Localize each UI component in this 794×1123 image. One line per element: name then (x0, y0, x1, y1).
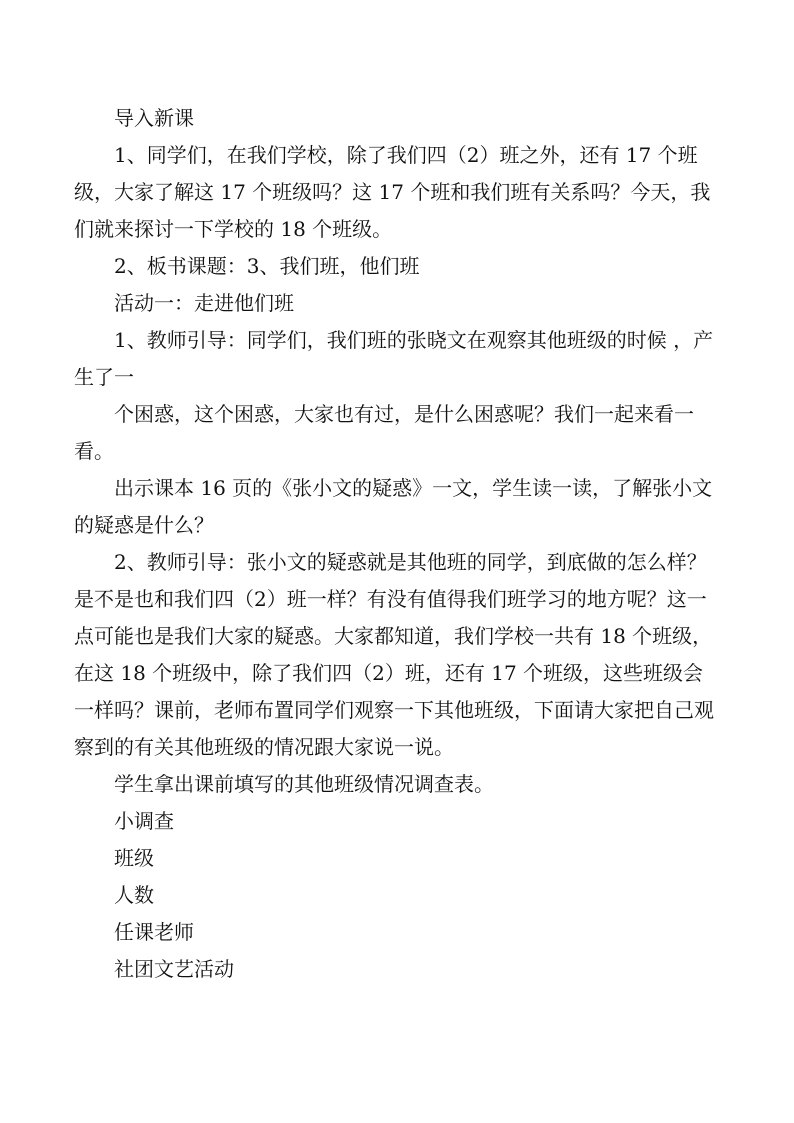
document-body (74, 100, 720, 988)
paragraph-teacher-guide-2: 2、教师引导：张小文的疑惑就是其他班的同学，到底做的怎么样？是不是也和我们四（2）班一样？有没有值得我们班学习的地方呢？这一点可能也是我们大家的疑惑。大家都知道，我们学校一共有 18 个班级，在这 18 个班级中，除了我们四（2）班，还有 17 个班级，这些班级会一样吗？课前，老师布置同学们观察一下其他班级，下面请大家把自己观察到的有关其他班级的情况跟大家说一说。 (74, 550, 714, 759)
survey-field-teachers: 任课老师 (114, 920, 194, 944)
paragraph-textbook-reading: 出示课本 16 页的《张小文的疑惑》一文，学生读一读，了解张小文的疑惑是什么？ (74, 476, 713, 537)
survey-title: 小调查 (114, 809, 174, 833)
paragraph-survey-intro: 学生拿出课前填写的其他班级情况调查表。 (114, 772, 494, 796)
paragraph-activity-1: 活动一：走进他们班 (114, 291, 294, 315)
survey-field-class: 班级 (114, 846, 154, 870)
paragraph-teacher-guide-1b: 个困惑，这个困惑，大家也有过，是什么困惑呢？我们一起来看一看。 (74, 402, 694, 463)
paragraph-item-2: 2、板书课题：3、我们班，他们班 (114, 254, 420, 278)
survey-field-activities: 社团文艺活动 (114, 957, 234, 981)
paragraph-teacher-guide-1a: 1、教师引导：同学们，我们班的张晓文在观察其他班级的时候 ，产生了一 (74, 328, 714, 389)
paragraph-item-1: 1、同学们，在我们学校，除了我们四（2）班之外，还有 17 个班级，大家了解这 17 个班级吗？这 17 个班和我们班有关系吗？今天，我们就来探讨一下学校的 18 个班级。 (74, 143, 711, 241)
survey-field-headcount: 人数 (114, 883, 154, 907)
paragraph-intro-heading: 导入新课 (114, 106, 194, 130)
